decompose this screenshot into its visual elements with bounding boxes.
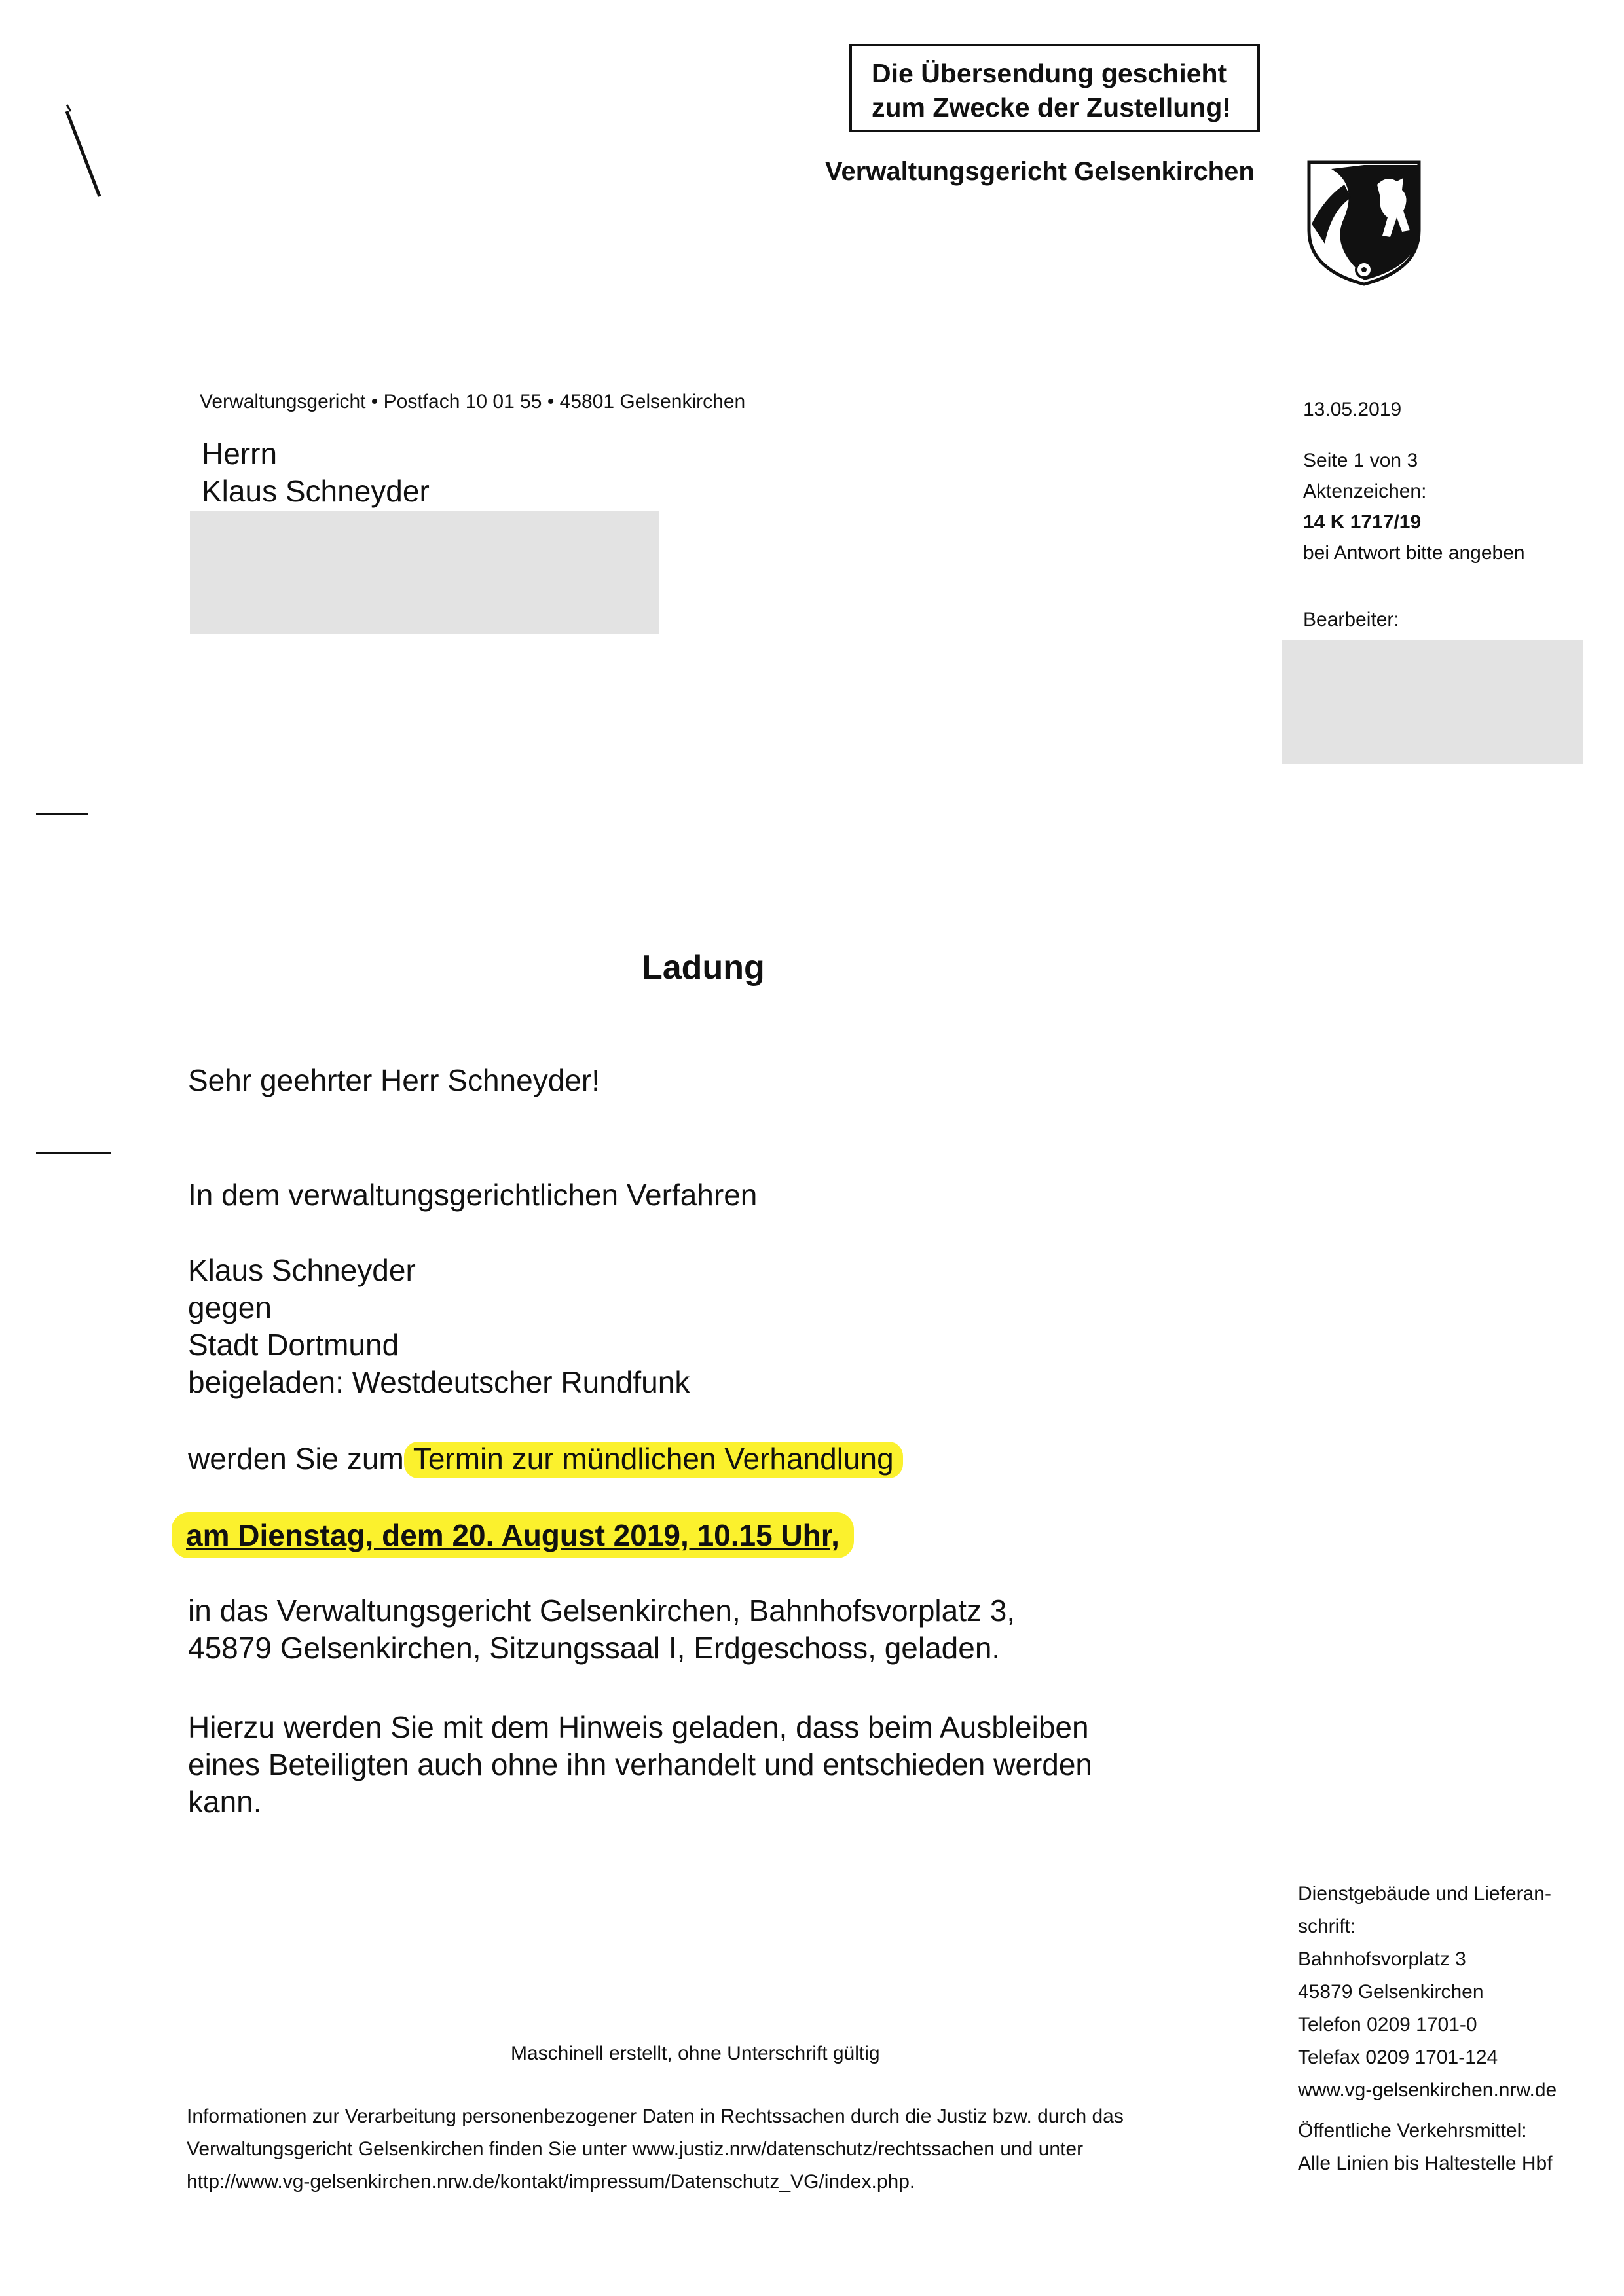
versus: gegen: [188, 1290, 272, 1324]
office-street: Bahnhofsvorplatz 3: [1298, 1948, 1466, 1970]
joined-party: beigeladen: Westdeutscher Rundfunk: [188, 1365, 690, 1399]
defendant: Stadt Dortmund: [188, 1328, 399, 1362]
parties-block: [188, 1252, 690, 1401]
office-phone: Telefon 0209 1701-0: [1298, 2014, 1477, 2035]
privacy-footer: [187, 2100, 1124, 2198]
coat-of-arms-icon: [1305, 158, 1423, 287]
privacy-line-1: Informationen zur Verarbeitung personenbezogener Daten in Rechtssachen durch die Justiz bzw. durch das: [187, 2105, 1124, 2127]
privacy-line-3: http://www.vg-gelsenkirchen.nrw.de/kontakt/impressum/Datenschutz_VG/index.php.: [187, 2171, 915, 2193]
plaintiff: Klaus Schneyder: [188, 1253, 416, 1287]
office-address: [1298, 1878, 1557, 2180]
privacy-line-2: Verwaltungsgericht Gelsenkirchen finden Sie unter www.justiz.nrw/datenschutz/rechtssachen und unter: [187, 2138, 1084, 2160]
default-notice-line-1: Hierzu werden Sie mit dem Hinweis geladen, dass beim Ausbleiben: [188, 1710, 1089, 1744]
page-count: Seite 1 von 3: [1303, 450, 1418, 471]
default-notice-line-3: kann.: [188, 1785, 262, 1819]
appointment-date: am Dienstag, dem 20. August 2019, 10.15 Uhr,: [172, 1512, 854, 1558]
location-block: [188, 1592, 1015, 1667]
redacted-address: [190, 511, 659, 634]
recipient-address: [202, 435, 430, 510]
notice-line-2: zum Zwecke der Zustellung!: [872, 92, 1232, 122]
procedure-intro: In dem verwaltungsgerichtlichen Verfahren: [188, 1178, 758, 1212]
document-title: Ladung: [642, 949, 765, 987]
court-header: Verwaltungsgericht Gelsenkirchen: [825, 157, 1255, 186]
location-line-1: in das Verwaltungsgericht Gelsenkirchen, Bahnhofsvorplatz 3,: [188, 1594, 1016, 1628]
default-notice: [188, 1709, 1092, 1821]
office-city: 45879 Gelsenkirchen: [1298, 1981, 1484, 2003]
pen-stroke-mark: [59, 98, 111, 203]
staff-label: Bearbeiter:: [1303, 609, 1399, 630]
summons-prefix: werden Sie zum: [188, 1442, 404, 1476]
transit-info: Alle Linien bis Haltestelle Hbf: [1298, 2153, 1553, 2174]
letter-date: 13.05.2019: [1303, 399, 1402, 420]
file-info: [1303, 445, 1525, 568]
fold-mark-middle: [36, 1152, 111, 1154]
file-number: 14 K 1717/19: [1303, 511, 1422, 533]
machine-generated-note: Maschinell erstellt, ohne Unterschrift gültig: [511, 2043, 880, 2064]
greeting: Sehr geehrter Herr Schneyder!: [188, 1063, 600, 1097]
recipient-salutation: Herrn: [202, 437, 278, 471]
location-line-2: 45879 Gelsenkirchen, Sitzungssaal I, Erdgeschoss, geladen.: [188, 1631, 1001, 1665]
redacted-staff: [1282, 640, 1583, 764]
reply-hint: bei Antwort bitte angeben: [1303, 542, 1525, 564]
notice-line-1: Die Übersendung geschieht: [872, 58, 1227, 88]
office-website: www.vg-gelsenkirchen.nrw.de: [1298, 2079, 1557, 2101]
sender-return-address: Verwaltungsgericht • Postfach 10 01 55 • 45801 Gelsenkirchen: [200, 391, 746, 412]
default-notice-line-2: eines Beteiligten auch ohne ihn verhandelt und entschieden werden: [188, 1747, 1093, 1781]
file-number-label: Aktenzeichen:: [1303, 481, 1427, 502]
transit-label: Öffentliche Verkehrsmittel:: [1298, 2120, 1527, 2141]
summons-highlight: Termin zur mündlichen Verhandlung: [404, 1442, 903, 1478]
delivery-notice-box: [849, 44, 1260, 132]
fold-mark-top: [36, 813, 88, 815]
office-label-1: Dienstgebäude und Lieferan-: [1298, 1883, 1551, 1904]
office-fax: Telefax 0209 1701-124: [1298, 2047, 1498, 2068]
recipient-name: Klaus Schneyder: [202, 474, 430, 508]
office-label-2: schrift:: [1298, 1916, 1356, 1937]
summons-line: [188, 1440, 903, 1478]
